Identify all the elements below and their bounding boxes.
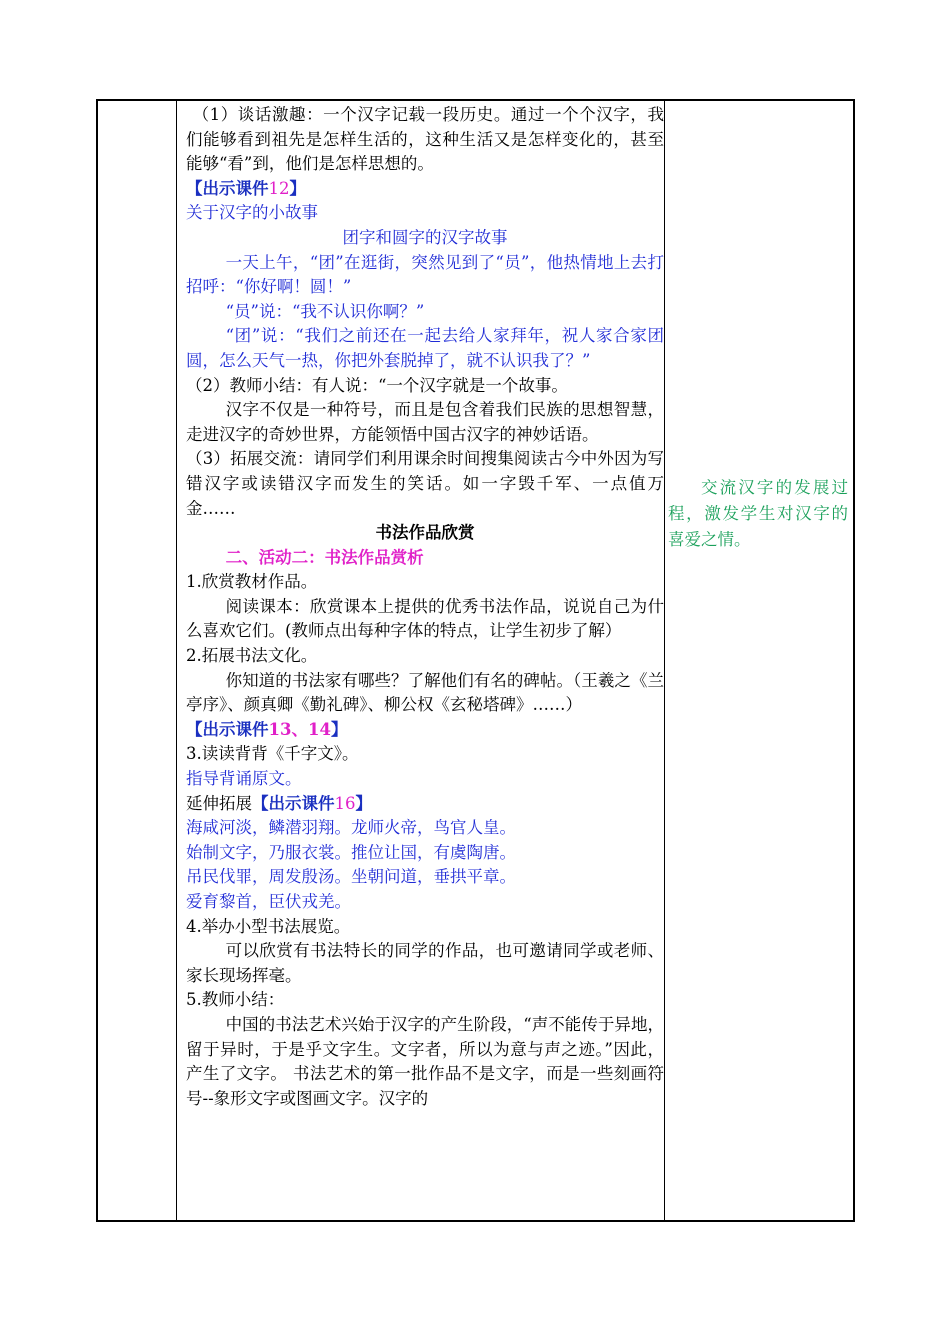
item-4-text: 可以欣赏有书法特长的同学的作品，也可邀请同学或老师、家长现场挥毫。	[186, 941, 664, 985]
item-5-heading: 5.教师小结：	[186, 990, 285, 1010]
poem-line: 吊民伐罪，周发殷汤。坐朝问道，垂拱平章。	[186, 867, 516, 887]
intro-paragraph: （1）谈话激趣：一个汉字记载一段历史。通过一个个汉字，我们能够看到祖先是怎样生活的，这种生活又是怎样变化的，甚至能够“看”到，他们是怎样思想的。	[186, 105, 664, 174]
poem-line: 海咸河淡，鳞潜羽翔。龙师火帝，鸟官人皇。	[186, 818, 516, 838]
story-paragraph-1: 一天上午，“团”在逛街，突然见到了“员”，他热情地上去打招呼：“你好啊！圆！”	[186, 252, 664, 297]
expand-exchange: （3）拓展交流：请同学们利用课余时间搜集阅读古今中外因为写错汉字或读错汉字而发生的笑话。如一字毁千军、一点值万金……	[186, 449, 664, 518]
story-paragraph-2: “员”说：“我不认识你啊？”	[225, 301, 425, 321]
courseware-13-14: 【出示课件13、14】	[186, 719, 348, 739]
story-paragraph-3: “团”说：“我们之前还在一起去给人家拜年，祝人家合家团圆，怎么天气一热，你把外套脱掉了，就不认识我了？”	[186, 326, 664, 370]
design-intent-cell	[668, 475, 848, 553]
lesson-table	[96, 99, 855, 1222]
item-5-text: 中国的书法艺术兴始于汉字的产生阶段，“声不能传于异地，留于异时，于是乎文字生。文字者，所以为意与声之迹。”因此，产生了文字。 书法艺术的第一批作品不是文字，而是一些刻画符号--象形文字或图画文字。汉字的	[186, 1014, 664, 1108]
teacher-summary: （2）教师小结：有人说：“一个汉字就是一个故事。	[186, 375, 568, 395]
poem-line: 始制文字，乃服衣裳。推位让国，有虞陶唐。	[186, 842, 516, 862]
activity-2-heading: 二、活动二：书法作品赏析	[225, 547, 424, 567]
item-1-heading: 1.欣赏教材作品。	[186, 572, 318, 592]
column-divider-2	[664, 101, 665, 1220]
item-1-text: 阅读课本：欣赏课本上提供的优秀书法作品，说说自己为什么喜欢它们。(教师点出每种字体的特点，让学生初步了解）	[186, 596, 664, 641]
story-heading: 关于汉字的小故事	[186, 203, 318, 223]
item-4-heading: 4.举办小型书法展览。	[186, 916, 351, 936]
item-3-text: 指导背诵原文。	[186, 769, 302, 789]
item-2-text: 你知道的书法家有哪些？了解他们有名的碑帖。（王羲之《兰亭序》、颜真卿《勤礼碑》、柳公权《玄秘塔碑》……）	[186, 670, 664, 715]
column-divider-1	[176, 101, 177, 1220]
extend-line: 延伸拓展【出示课件16】	[186, 793, 372, 813]
story-title: 团字和圆字的汉字故事	[342, 227, 508, 247]
section-title: 书法作品欣赏	[375, 523, 475, 543]
teacher-summary-body: 汉字不仅是一种符号，而且是包含着我们民族的思想智慧，走进汉字的奇妙世界，方能领悟中国古汉字的神妙话语。	[186, 400, 664, 444]
item-3-heading: 3.读读背背《千字文》。	[186, 744, 359, 764]
courseware-12: 【出示课件12】	[186, 178, 306, 198]
item-2-heading: 2.拓展书法文化。	[186, 646, 318, 666]
lesson-content-cell	[186, 103, 664, 1111]
poem-line: 爱育黎首，臣伏戎羌。	[186, 892, 351, 911]
design-intent-note: 交流汉字的发展过程，激发学生对汉字的喜爱之情。	[668, 478, 848, 549]
